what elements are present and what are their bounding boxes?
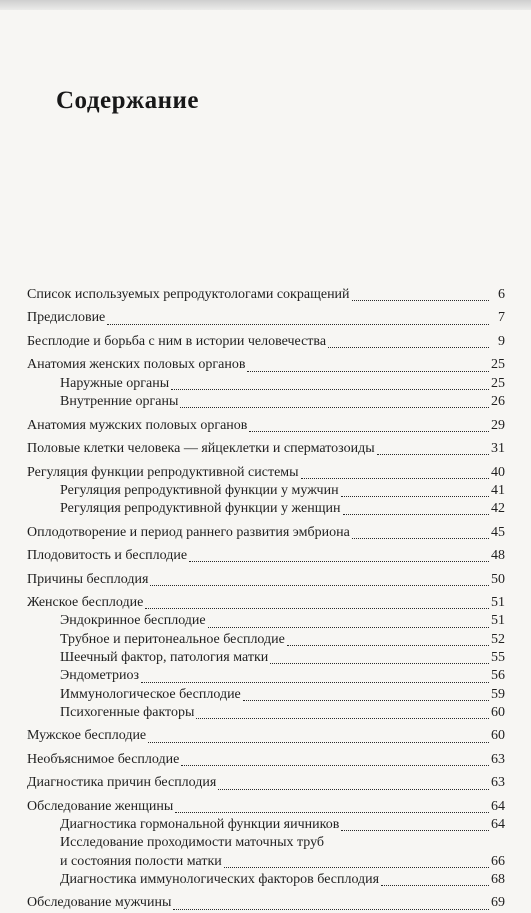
- toc-entry: [27, 547, 505, 565]
- toc-entry-title: Диагностика гормональной функции яичников: [60, 817, 340, 833]
- toc-page-number: 45: [491, 524, 505, 540]
- toc-dot-leader: [150, 584, 489, 586]
- toc-dot-leader: [328, 346, 489, 348]
- toc-page-number: 60: [491, 728, 505, 744]
- toc-dot-leader: [243, 699, 489, 701]
- toc-page-number: 40: [491, 464, 505, 480]
- toc-entry-title: Иммунологическое бесплодие: [60, 686, 241, 702]
- toc-page-number: 29: [491, 417, 505, 433]
- toc-page-number: 64: [491, 817, 505, 833]
- toc-entry: [27, 853, 505, 871]
- toc-page-number: 25: [491, 375, 505, 391]
- toc-entry-title: Женское бесплодие: [27, 595, 144, 611]
- toc-entry-title: Эндокринное бесплодие: [60, 613, 206, 629]
- toc-entry: [27, 333, 505, 351]
- toc-page-number: 25: [491, 357, 505, 373]
- toc-entry: [27, 667, 505, 685]
- toc-entry: [27, 594, 505, 612]
- toc-entry-title: и состояния полости матки: [60, 853, 222, 869]
- toc-dot-leader: [343, 513, 490, 515]
- toc-entry: [27, 649, 505, 667]
- toc-dot-leader: [148, 741, 489, 743]
- toc-entry-title: Необъяснимое бесплодие: [27, 751, 180, 767]
- toc-dot-leader: [377, 453, 489, 455]
- toc-page-number: 63: [491, 751, 505, 767]
- toc-dot-leader: [181, 764, 489, 766]
- toc-entry: [27, 816, 505, 834]
- toc-entry-title: Мужское бесплодие: [27, 728, 147, 744]
- toc-entry-title: Шеечный фактор, патология матки: [60, 649, 269, 665]
- toc-entry: [27, 727, 505, 745]
- toc-entry: [27, 631, 505, 649]
- toc-page-number: 52: [491, 631, 505, 647]
- toc-entry: [27, 286, 505, 304]
- toc-entry-title: Исследование проходимости маточных труб: [60, 835, 325, 851]
- page-top-edge: [0, 0, 531, 10]
- toc-entry-title: Наружные органы: [60, 375, 170, 391]
- toc-page-number: 68: [491, 871, 505, 887]
- toc-dot-leader: [145, 607, 489, 609]
- toc-entry-title: Регуляция репродуктивной функции у мужчин: [60, 482, 339, 498]
- toc-entry-title: Предисловие: [27, 310, 106, 326]
- toc-entry-title: Список используемых репродуктологами сокращений: [27, 287, 350, 302]
- toc-dot-leader: [341, 495, 489, 497]
- toc-dot-leader: [301, 477, 489, 479]
- toc-entry: [27, 464, 505, 482]
- toc-dot-leader: [270, 662, 489, 664]
- toc-entry-title: Плодовитость и бесплодие: [27, 548, 188, 564]
- toc-page-number: 42: [491, 501, 505, 517]
- table-of-contents: [27, 286, 505, 913]
- toc-page-number: 31: [491, 441, 505, 457]
- toc-dot-leader: [141, 681, 489, 683]
- toc-entry-title: Обследование женщины: [27, 798, 174, 814]
- toc-page-number: 56: [491, 668, 505, 684]
- toc-dot-leader: [287, 644, 489, 646]
- toc-entry: [27, 751, 505, 769]
- toc-dot-leader: [247, 370, 489, 372]
- toc-entry-title: Регуляция функции репродуктивной системы: [27, 464, 299, 480]
- toc-entry: [27, 393, 505, 411]
- toc-dot-leader: [208, 626, 489, 628]
- toc-entry: [27, 440, 505, 458]
- toc-entry-title: Диагностика причин бесплодия: [27, 775, 217, 791]
- toc-dot-leader: [171, 388, 489, 390]
- toc-entry: [27, 894, 505, 912]
- toc-dot-leader: [218, 788, 489, 790]
- toc-dot-leader: [180, 406, 489, 408]
- toc-entry-title: Регуляция репродуктивной функции у женщин: [60, 501, 341, 517]
- toc-page-number: 51: [491, 613, 505, 629]
- toc-page-number: 69: [491, 895, 505, 911]
- toc-entry: [27, 500, 505, 518]
- toc-dot-leader: [189, 560, 489, 562]
- toc-entry-title: Оплодотворение и период раннего развития эмбриона: [27, 524, 350, 540]
- toc-entry: [27, 482, 505, 500]
- toc-entry-title: Обследование мужчины: [27, 895, 172, 911]
- toc-entry-title: Внутренние органы: [60, 394, 179, 410]
- toc-entry: [27, 612, 505, 630]
- toc-entry-title: Диагностика иммунологических факторов бесплодия: [60, 871, 380, 887]
- toc-entry-title: Психогенные факторы: [60, 704, 195, 720]
- toc-entry-title: Эндометриоз: [60, 668, 139, 684]
- toc-entry: [27, 704, 505, 722]
- toc-page-number: 50: [491, 571, 505, 587]
- toc-page-number: 66: [491, 853, 505, 869]
- toc-entry-title: Причины бесплодия: [27, 571, 149, 587]
- toc-entry-title: Половые клетки человека — яйцеклетки и сперматозоиды: [27, 441, 375, 457]
- toc-entry: [27, 417, 505, 435]
- toc-entry: [27, 524, 505, 542]
- toc-entry: [27, 356, 505, 374]
- toc-page-number: 60: [491, 704, 505, 720]
- toc-dot-leader: [341, 829, 489, 831]
- toc-dot-leader: [381, 884, 489, 886]
- toc-page-number: 9: [498, 333, 505, 349]
- toc-entry: [27, 686, 505, 704]
- toc-entry-title: Анатомия мужских половых органов: [27, 417, 248, 433]
- toc-entry: [27, 834, 505, 852]
- toc-entry: [27, 774, 505, 792]
- toc-page-number: 41: [491, 482, 505, 498]
- toc-entry: [27, 309, 505, 327]
- toc-entry-title: Бесплодие и борьба с ним в истории человечества: [27, 333, 327, 349]
- toc-dot-leader: [249, 430, 489, 432]
- toc-dot-leader: [175, 811, 489, 813]
- toc-dot-leader: [224, 866, 489, 868]
- toc-entry: [27, 871, 505, 889]
- toc-page-number: 6: [498, 287, 505, 302]
- toc-dot-leader: [352, 299, 489, 301]
- toc-entry: [27, 375, 505, 393]
- toc-page-number: 7: [498, 310, 505, 326]
- toc-dot-leader: [107, 323, 489, 325]
- toc-dot-leader: [173, 908, 489, 910]
- toc-entry-title: Анатомия женских половых органов: [27, 357, 246, 373]
- toc-page-number: 51: [491, 595, 505, 611]
- page-title: Содержание: [56, 86, 200, 114]
- toc-page-number: 26: [491, 394, 505, 410]
- toc-page-number: 59: [491, 686, 505, 702]
- toc-entry: [27, 571, 505, 589]
- toc-entry-title: Трубное и перитонеальное бесплодие: [60, 631, 285, 647]
- toc-page-number: 55: [491, 649, 505, 665]
- toc-entry: [27, 798, 505, 816]
- toc-page-number: 63: [491, 775, 505, 791]
- toc-dot-leader: [196, 717, 489, 719]
- toc-page-number: 64: [491, 798, 505, 814]
- toc-page-number: 48: [491, 548, 505, 564]
- toc-dot-leader: [352, 537, 489, 539]
